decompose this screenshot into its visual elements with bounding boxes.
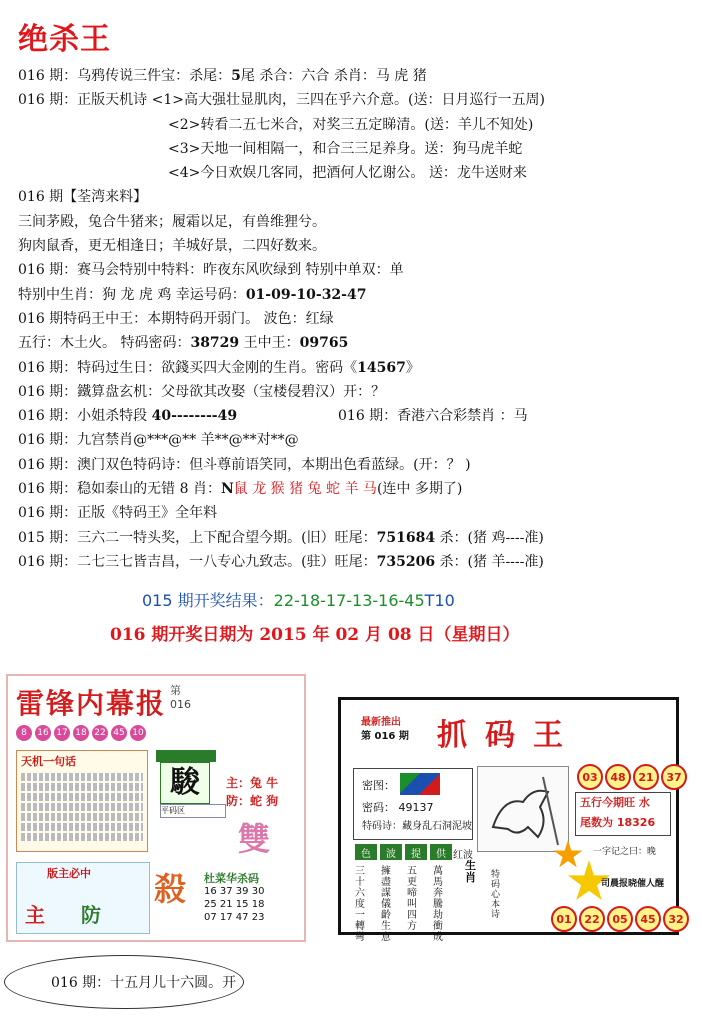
tianji-box (16, 750, 148, 852)
content-line: 五行：木土火。 特码密码：38729 王中王：09765 (18, 335, 349, 352)
content-line: 016 期：乌鸦传说三件宝：杀尾：5尾 杀合：六合 杀肖：马 虎 猪 (18, 68, 427, 84)
horse-picture (477, 766, 569, 852)
number-ball: 8 (16, 725, 32, 741)
verse-column: 萬馬奔騰劫衝成 (433, 866, 443, 943)
content-line: 016 期：正版天机诗 <1>高大强壮显肌肉，三四在乎六介意。(送：日月巡行一五周) (18, 92, 545, 109)
number-ball: 45 (635, 906, 661, 932)
bose-cell: 波 (380, 844, 402, 860)
content-line: 016 期：赛马会特别中特料：昨夜东风吹绿到 特别中单双：单 (18, 262, 404, 279)
number-ball: 17 (54, 725, 70, 741)
number-ball: 22 (92, 725, 108, 741)
poster-leifeng (6, 674, 306, 942)
ping-area: 平码区 (160, 804, 226, 818)
poster-left-side: 第 016 (170, 684, 191, 711)
balls-bottom (551, 906, 689, 932)
content-line: 016 期：澳门双色特码诗：但斗尊前语笑同，本期出色看蓝绿。(开：？ ) (18, 456, 471, 473)
number-ball: 01 (551, 906, 577, 932)
content-line: 016 期特码王中王：本期特码开弱门。 波色：红绿 (18, 310, 334, 327)
number-ball: 32 (663, 906, 689, 932)
poster-zhuamawang (338, 697, 684, 943)
content-line: 特别中生肖：狗 龙 虎 鸡 幸运号码：01-09-10-32-47 (18, 286, 367, 303)
shuang-char: 雙 (238, 820, 271, 858)
result-numbers: 22-18-17-13-16-45 (273, 591, 425, 610)
number-ball: 18 (73, 725, 89, 741)
number-ball: 22 (579, 906, 605, 932)
mima-box: 密图： 密码： 49137 特码诗：藏身乱石洞泥坡 (353, 768, 473, 840)
sha-char: 殺 (154, 870, 187, 908)
bose-row (355, 844, 452, 860)
content-lines (18, 64, 694, 574)
content-line: 016 期：二七三七皆吉昌，一八专心九致志。(驻）旺尾：735206 杀：(猪 羊----准) (18, 553, 544, 570)
sheng-label: 生肖 (465, 859, 476, 884)
number-ball: 16 (35, 725, 51, 741)
content-line: <4>今日欢娱几客同，把酒何人忆谢公。 送：龙牛送财来 (168, 165, 527, 182)
tema-tag (156, 750, 216, 762)
result-tail: T10 (424, 591, 455, 610)
content-line: 015 期：三六二一特头奖，上下配合望今期。(旧）旺尾：751684 杀：(猪 鸡----准) (18, 529, 544, 546)
page-title: 绝杀王 (18, 22, 111, 57)
balls-top (577, 764, 687, 790)
verse-column: 擁盡謀儀齡生意 (381, 866, 391, 943)
bose-cell: 提 (405, 844, 427, 860)
poster-right-head: 抓码王 (437, 718, 581, 753)
result-label: 015 期开奖结果： (142, 591, 274, 610)
bose-cell: 供 (430, 844, 452, 860)
number-ball: 05 (607, 906, 633, 932)
mitu-logo-icon (400, 773, 440, 795)
result-line (142, 588, 455, 611)
verse-column: 三十六度一轉彎 (355, 866, 365, 943)
content-line: 狗肉鼠香，更无相逢日；羊城好景，二四好数来。 (18, 238, 326, 255)
hongbo: 红波 (453, 850, 473, 861)
wuxing-box: 五行今期旺 水 尾数为 18326 (575, 792, 671, 836)
content-line: 016 期：九宫禁肖@***@** 羊**@**对**@ (18, 432, 299, 449)
banzhu-box: 版主必中 主 防 (16, 862, 150, 934)
number-ball: 45 (111, 725, 127, 741)
content-line: 016 期：稳如泰山的无错 8 肖：N鼠 龙 猴 猪 兔 蛇 羊 马(连中 多期了) (18, 481, 463, 498)
content-line: 016 期【荃湾来料】 (18, 189, 148, 206)
draw-date: 016 期开奖日期为 2015 年 02 月 08 日（星期日） (110, 625, 520, 645)
content-line: 016 期：鐵算盘玄机：父母欲其改娶（宝楼侵碧汉）开：？ (18, 383, 386, 400)
content-line: 016 期：小姐杀特段 40--------49 016 期：香港六合彩禁肖 ：马 (18, 408, 528, 425)
speech-bubble: 016 期：十五月儿十六圆。开 (4, 955, 244, 1009)
verse-column: 五更啼叫四方 (407, 866, 417, 932)
poster-left-balls (16, 724, 296, 742)
du-sha-box: 杜菜华杀码 16 37 39 30 25 21 15 18 07 17 47 23 (204, 872, 265, 923)
number-ball: 21 (633, 764, 659, 790)
tianji-title: 天机一句话 (21, 755, 76, 768)
shi-line: 一字记之曰：晚 (593, 847, 657, 857)
poster-right-new: 最新推出 第 016 期 (361, 717, 409, 742)
zhu-fang: 主：兔 牛 防：蛇 狗 (226, 776, 279, 808)
number-ball: 10 (130, 725, 146, 741)
content-line: 016 期：正版《特码王》全年料 (18, 505, 218, 522)
content-line: 016 期：特码过生日：欲錢买四大金刚的生肖。密码《14567》 (18, 359, 420, 376)
content-line: <3>天地一间相隔一，和合三三足养身。送：狗马虎羊蛇 (168, 140, 523, 157)
siye-line: 司晨报晓催人醒 (601, 879, 665, 889)
bose-cell: 色 (355, 844, 377, 860)
content-line: 三间茅殿，兔合牛猪来；履霜以足，有兽维狸兮。 (18, 213, 326, 230)
content-line: <2>转看二五七米合，对奖三五定睇清。(送：羊儿不知处) (168, 116, 534, 133)
number-ball: 48 (605, 764, 631, 790)
jun-char: 駿 (160, 762, 210, 804)
tema-xinben: 特码心本诗 (491, 870, 501, 920)
number-ball: 37 (661, 764, 687, 790)
poster-left-head: 雷锋内幕报 (16, 687, 167, 720)
number-ball: 03 (577, 764, 603, 790)
